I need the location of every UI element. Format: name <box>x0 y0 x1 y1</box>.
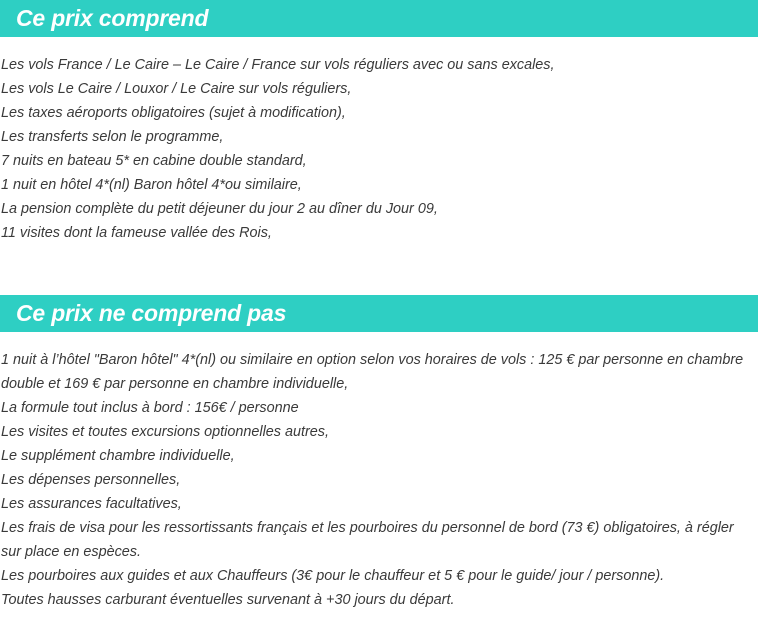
included-item: Les vols France / Le Caire – Le Caire / France sur vols réguliers avec ou sans excales, <box>1 57 555 73</box>
excluded-item: Les assurances facultatives, <box>1 496 182 512</box>
included-item: 11 visites dont la fameuse vallée des Rois, <box>1 225 272 241</box>
excluded-item: Les dépenses personnelles, <box>1 472 181 488</box>
included-items-list <box>1 53 751 245</box>
excluded-item: Les frais de visa pour les ressortissants français et les pourboires du personnel de bord (73 €) obligatoires, à régler sur place en espèces. <box>1 520 734 560</box>
excluded-item: 1 nuit à l’hôtel "Baron hôtel" 4*(nl) ou similaire en option selon vos horaires de vols : 125 € par personne en chambre double et 169 € par personne en chambre individuelle, <box>1 352 744 392</box>
included-item: La pension complète du petit déjeuner du jour 2 au dîner du Jour 09, <box>1 201 438 217</box>
excluded-item: Les pourboires aux guides et aux Chauffeurs (3€ pour le chauffeur et 5 € pour le guide/ jour / personne). <box>1 568 665 584</box>
excluded-item: Toutes hausses carburant éventuelles survenant à +30 jours du départ. <box>1 592 455 608</box>
excluded-items-list <box>1 348 746 612</box>
excluded-item: Les visites et toutes excursions optionnelles autres, <box>1 424 329 440</box>
included-section-header <box>0 0 758 37</box>
included-item: Les taxes aéroports obligatoires (sujet à modification), <box>1 105 346 121</box>
excluded-section-header <box>0 295 758 332</box>
excluded-item: La formule tout inclus à bord : 156€ / personne <box>1 400 299 416</box>
excluded-section-title: Ce prix ne comprend pas <box>16 300 287 326</box>
included-item: Les vols Le Caire / Louxor / Le Caire sur vols réguliers, <box>1 81 352 97</box>
included-item: 7 nuits en bateau 5* en cabine double standard, <box>1 153 307 169</box>
included-section-title: Ce prix comprend <box>16 5 209 31</box>
included-item: 1 nuit en hôtel 4*(nl) Baron hôtel 4*ou similaire, <box>1 177 302 193</box>
included-item: Les transferts selon le programme, <box>1 129 224 145</box>
excluded-item: Le supplément chambre individuelle, <box>1 448 235 464</box>
